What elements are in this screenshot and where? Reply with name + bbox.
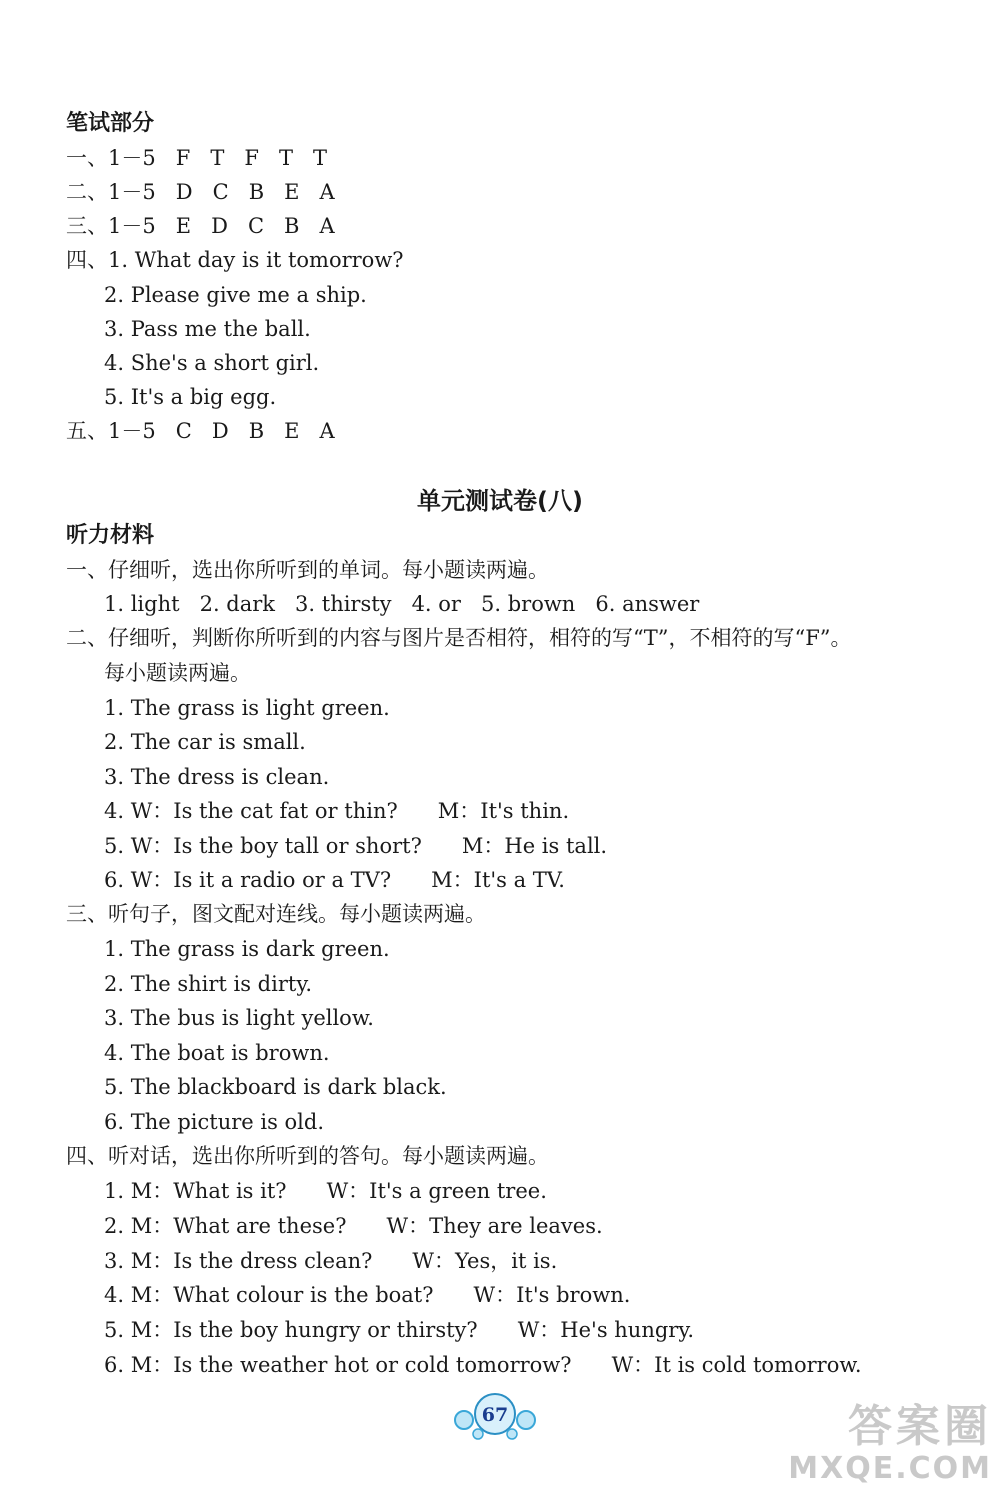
- part4-item: 5. M：Is the boy hungry or thirsty? W：He's hungry.: [104, 1318, 695, 1342]
- part1-words: 1. light 2. dark 3. thirsty 4. or 5. brown 6. answer: [104, 592, 700, 616]
- part4-item: 4. M：What colour is the boat? W：It's brown.: [104, 1283, 631, 1307]
- listening-heading: 听力材料: [66, 523, 155, 548]
- answer-line: 四、1. What day is it tomorrow?: [66, 248, 404, 272]
- part2-item: 1. The grass is light green.: [104, 696, 390, 720]
- part3-item: 6. The picture is old.: [104, 1110, 325, 1134]
- part2-item: 6. W：Is it a radio or a TV? M：It's a TV.: [104, 868, 565, 892]
- part2-item: 4. W：Is the cat fat or thin? M：It's thin.: [104, 799, 570, 823]
- part4-item: 1. M：What is it? W：It's a green tree.: [104, 1179, 547, 1203]
- answer-line: 3. Pass me the ball.: [104, 317, 311, 341]
- written-section-heading: 笔试部分: [66, 111, 155, 136]
- watermark-url: MXQE.COM: [788, 1451, 992, 1486]
- answer-line: 4. She's a short girl.: [104, 351, 320, 375]
- part3-item: 1. The grass is dark green.: [104, 937, 390, 961]
- part4-instruction: 四、听对话，选出你所听到的答句。每小题读两遍。: [66, 1144, 549, 1168]
- part4-item: 2. M：What are these? W：They are leaves.: [104, 1214, 603, 1238]
- unit-test-title: 单元测试卷(八): [417, 487, 583, 515]
- part3-instruction: 三、听句子，图文配对连线。每小题读两遍。: [66, 902, 486, 926]
- part3-item: 2. The shirt is dirty.: [104, 972, 313, 996]
- bubble-decoration-icon: [450, 1390, 540, 1446]
- part2-item: 3. The dress is clean.: [104, 765, 330, 789]
- answer-line: 二、1－5 D C B E A: [66, 180, 335, 204]
- answer-line: 2. Please give me a ship.: [104, 283, 367, 307]
- page-number-badge: [450, 1390, 540, 1446]
- part2-instruction-cont: 每小题读两遍。: [104, 661, 251, 685]
- part2-item: 2. The car is small.: [104, 730, 306, 754]
- part1-instruction: 一、仔细听，选出你所听到的单词。每小题读两遍。: [66, 558, 549, 582]
- page-number: 67: [481, 1404, 509, 1426]
- part2-item: 5. W：Is the boy tall or short? M：He is tall.: [104, 834, 608, 858]
- watermark: [788, 1402, 992, 1486]
- answer-line: 5. It's a big egg.: [104, 385, 277, 409]
- part4-item: 6. M：Is the weather hot or cold tomorrow? W：It is cold tomorrow.: [104, 1353, 862, 1377]
- part3-item: 4. The boat is brown.: [104, 1041, 330, 1065]
- part3-item: 5. The blackboard is dark black.: [104, 1075, 447, 1099]
- answer-line: 一、1－5 F T F T T: [66, 146, 328, 170]
- answer-line: 五、1－5 C D B E A: [66, 419, 335, 443]
- part3-item: 3. The bus is light yellow.: [104, 1006, 374, 1030]
- part2-instruction: 二、仔细听，判断你所听到的内容与图片是否相符，相符的写“T”，不相符的写“F”。: [66, 626, 852, 650]
- watermark-text: 答案圈: [848, 1401, 992, 1452]
- part4-item: 3. M：Is the dress clean? W：Yes，it is.: [104, 1249, 558, 1273]
- answer-line: 三、1－5 E D C B A: [66, 214, 335, 238]
